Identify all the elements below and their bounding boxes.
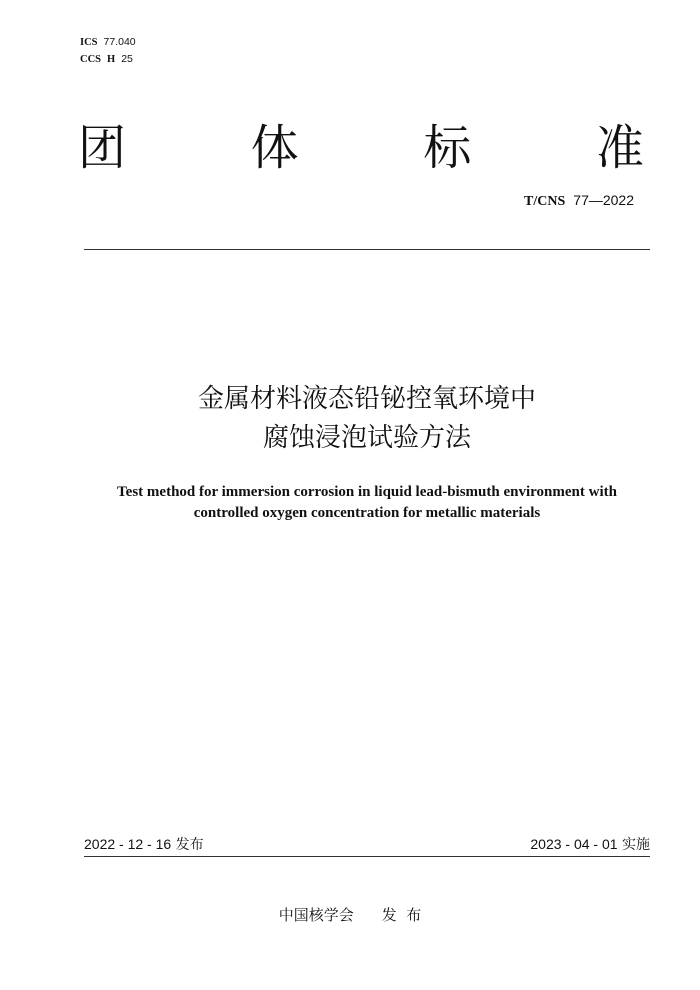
category-char-3: 标 bbox=[423, 120, 472, 176]
publisher-name: 中国核学会 bbox=[278, 906, 354, 924]
chinese-title-line-1: 金属材料液态铅铋控氧环境中 bbox=[197, 384, 536, 414]
ccs-value: 25 bbox=[121, 53, 133, 65]
publisher bbox=[0, 904, 700, 926]
standard-number bbox=[524, 192, 634, 210]
classification-codes bbox=[80, 34, 136, 68]
category-title bbox=[78, 118, 644, 178]
english-title bbox=[80, 482, 654, 524]
ics-label: ICS bbox=[80, 37, 98, 48]
category-char-2: 体 bbox=[250, 120, 299, 176]
category-char-4: 准 bbox=[595, 120, 644, 176]
issue-date bbox=[84, 834, 204, 855]
chinese-title-line-2: 腐蚀浸泡试验方法 bbox=[262, 423, 471, 453]
ics-line bbox=[80, 34, 136, 51]
implement-date-label: 实施 bbox=[622, 837, 650, 853]
ccs-prefix: H bbox=[107, 54, 116, 65]
issue-date-value: 2022 - 12 - 16 bbox=[84, 836, 172, 852]
english-title-line-2: controlled oxygen concentration for metallic materials bbox=[193, 505, 541, 521]
standard-prefix: T/CNS bbox=[524, 194, 566, 209]
top-divider bbox=[84, 249, 650, 250]
standard-code: 77—2022 bbox=[573, 192, 634, 208]
issue-date-label: 发布 bbox=[175, 837, 204, 853]
implement-date-value: 2023 - 04 - 01 bbox=[530, 836, 618, 852]
publisher-action: 发 布 bbox=[381, 906, 422, 924]
ccs-line bbox=[80, 51, 136, 68]
ics-value: 77.040 bbox=[103, 36, 136, 48]
chinese-title bbox=[84, 380, 650, 458]
english-title-line-1: Test method for immersion corrosion in liquid lead-bismuth environment with bbox=[117, 484, 617, 500]
implement-date bbox=[530, 834, 650, 855]
bottom-divider bbox=[84, 856, 650, 857]
category-char-1: 团 bbox=[78, 120, 127, 176]
ccs-label: CCS bbox=[80, 54, 102, 65]
